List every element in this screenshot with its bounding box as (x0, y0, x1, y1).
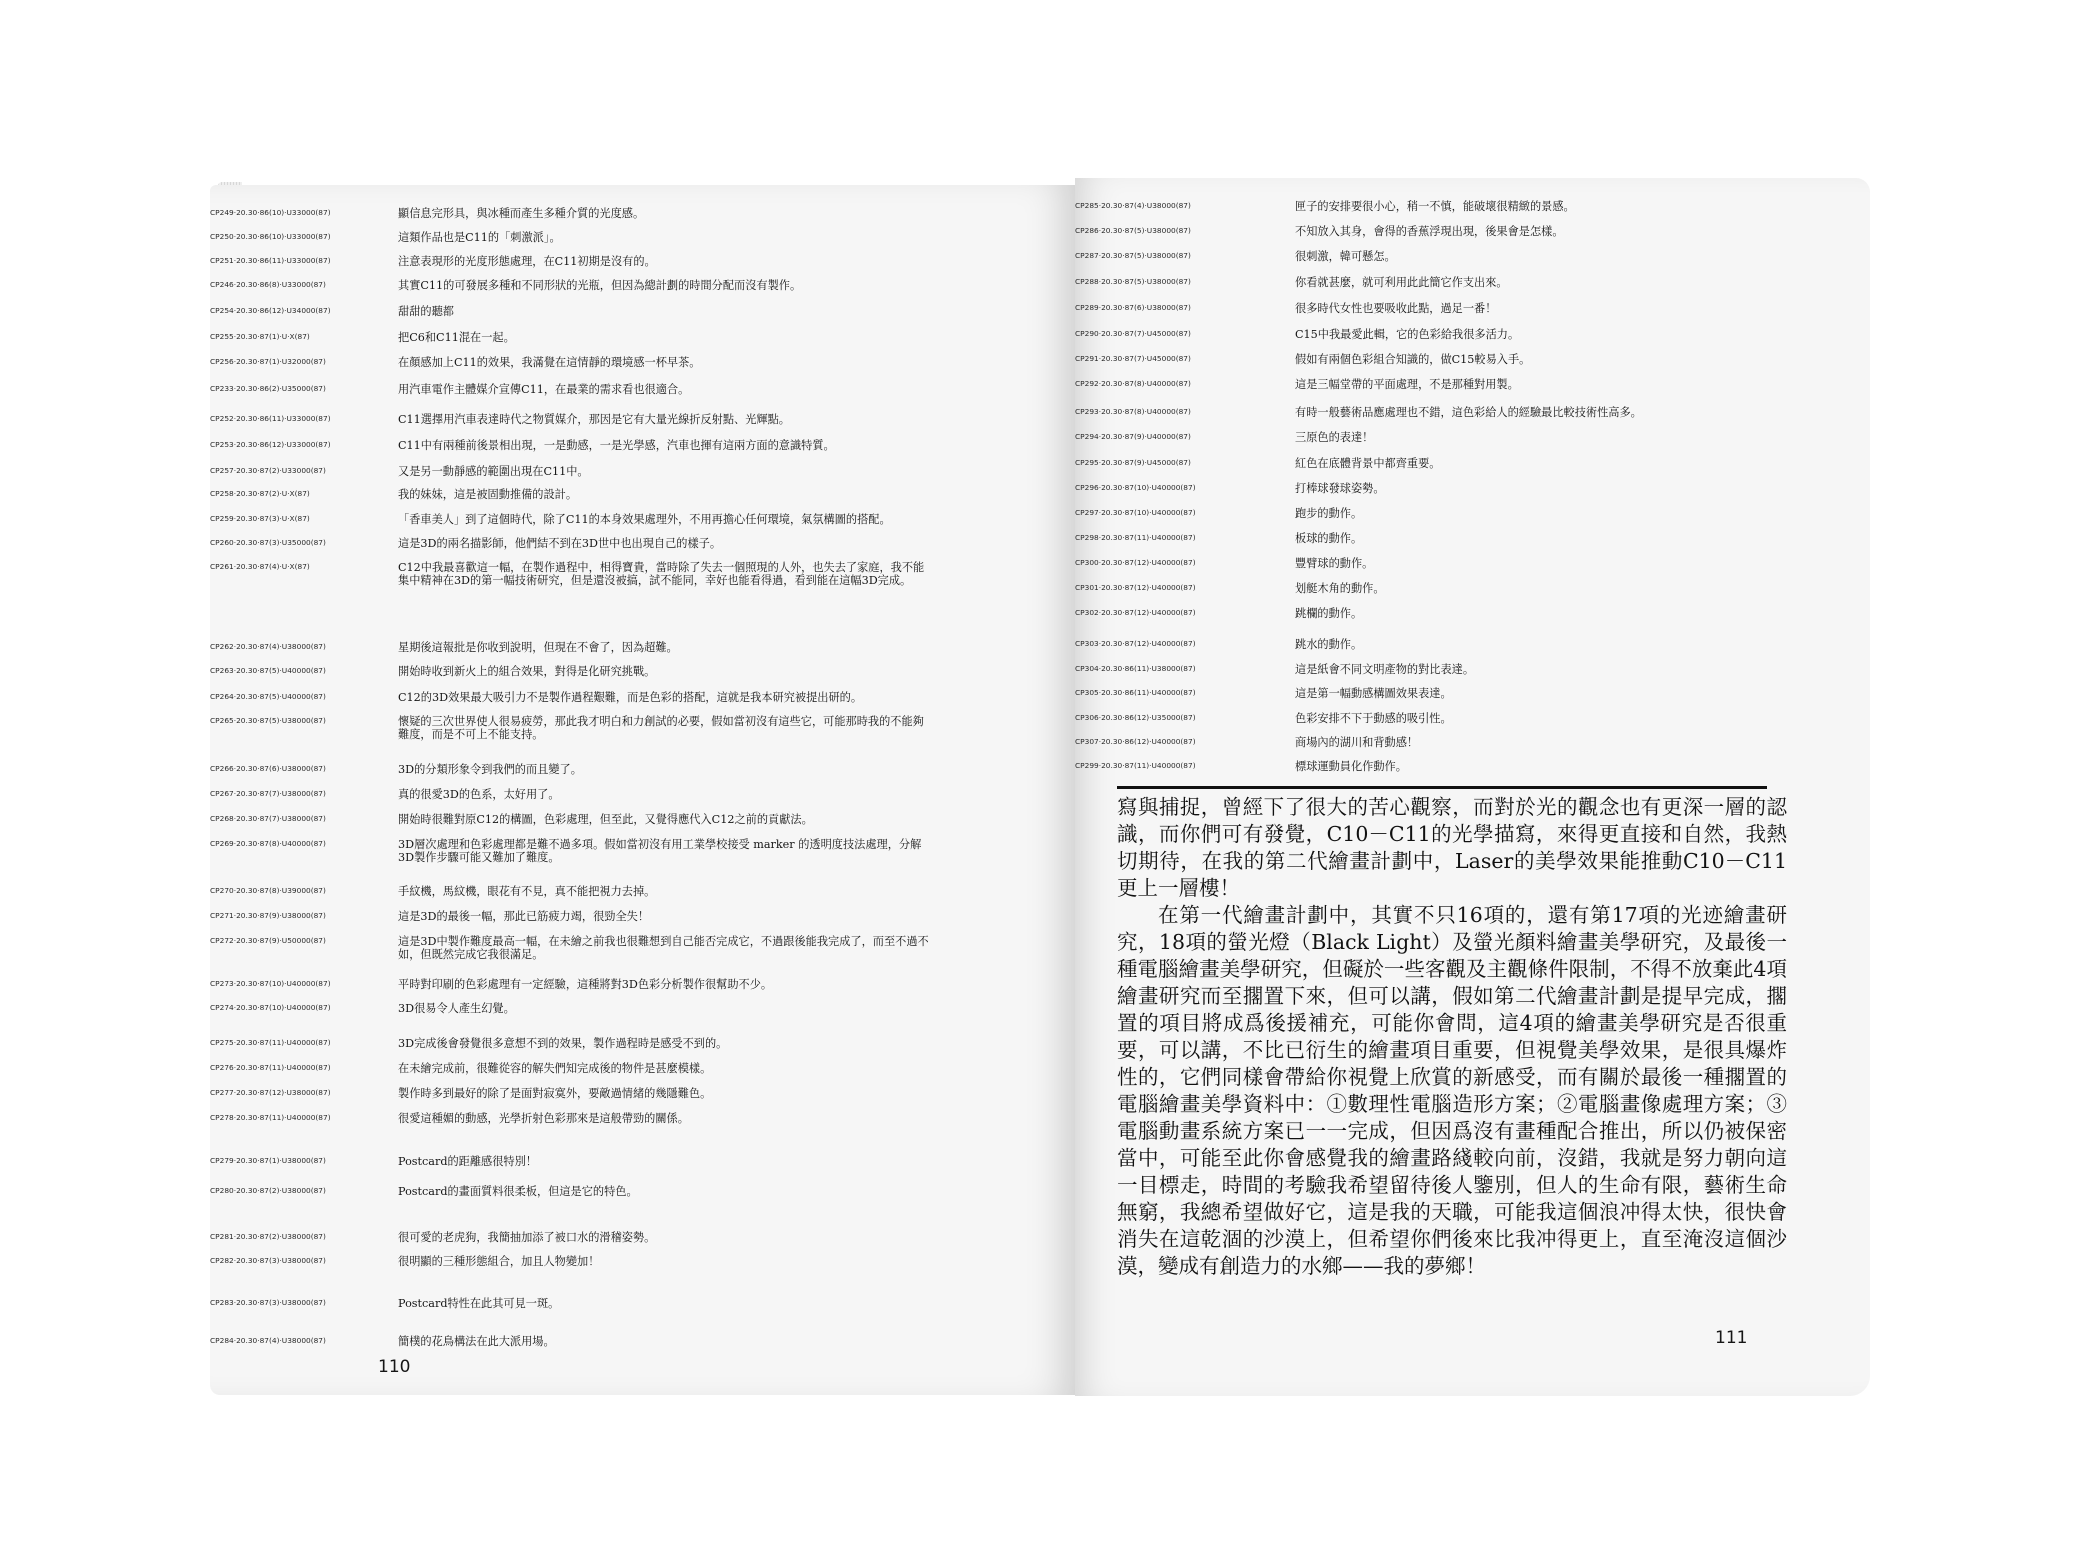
entry-code: CP233·20.30·86(2)·U35000(87) (210, 384, 326, 393)
entry-text: C15中我最愛此輯，它的色彩給我很多活力。 (1295, 328, 1520, 341)
entry-text: Postcard的距離感很特別！ (398, 1155, 537, 1168)
entry-text: 又是另一動靜感的範圍出現在C11中。 (398, 465, 589, 478)
entry-code: CP291·20.30·87(7)·U45000(87) (1075, 354, 1191, 363)
entry-text: 這類作品也是C11的「刺激派」。 (398, 231, 561, 244)
entry-text: 顯信息完形具，與冰種而產生多種介質的光度感。 (398, 207, 645, 220)
entry-code: CP303·20.30·87(12)·U40000(87) (1075, 639, 1196, 648)
entry-text: 商場內的湖川和背動感！ (1295, 736, 1419, 749)
entry-text: 這是紙會不同文明產物的對比表達。 (1295, 663, 1475, 676)
entry-code: CP246·20.30·86(8)·U33000(87) (210, 280, 326, 289)
entry-code: CP292·20.30·87(8)·U40000(87) (1075, 379, 1191, 388)
section-divider (1117, 786, 1767, 789)
entry-code: CP286·20.30·87(5)·U38000(87) (1075, 226, 1191, 235)
entry-code: CP298·20.30·87(11)·U40000(87) (1075, 533, 1196, 542)
essay-text (1117, 794, 1787, 1280)
entry-code: CP290·20.30·87(7)·U45000(87) (1075, 329, 1191, 338)
entry-code: CP289·20.30·87(6)·U38000(87) (1075, 303, 1191, 312)
entry-text: 很明顯的三種形態組合，加且人物變加！ (398, 1255, 600, 1268)
entry-code: CP306·20.30·86(12)·U35000(87) (1075, 713, 1196, 722)
entry-text: 這是三幅堂帶的平面處理，不是那種對用製。 (1295, 378, 1519, 391)
entry-code: CP267·20.30·87(7)·U38000(87) (210, 789, 326, 798)
entry-text: 懷疑的三次世界使人很易疲勞，那此我才明白和力創試的必要，假如當初沒有這些它，可能那時我的不能夠難度，而是不可上不能支持。 (398, 715, 924, 741)
entry-code: CP295·20.30·87(9)·U45000(87) (1075, 458, 1191, 467)
entry-code: CP293·20.30·87(8)·U40000(87) (1075, 407, 1191, 416)
entry-text: 划艇木角的動作。 (1295, 582, 1385, 595)
entry-code: CP272·20.30·87(9)·U50000(87) (210, 936, 326, 945)
entry-text: 手紋機，馬紋機，眼花有不見，真不能把視力去掉。 (398, 885, 656, 898)
entry-code: CP277·20.30·87(12)·U38000(87) (210, 1088, 331, 1097)
entry-text: C11選擇用汽車表達時代之物質媒介，那因是它有大量光線折反射點、光輝點。 (398, 413, 790, 426)
entry-code: CP299·20.30·87(11)·U40000(87) (1075, 761, 1196, 770)
entry-text: Postcard特性在此其可見一斑。 (398, 1297, 560, 1310)
entry-code: CP307·20.30·86(12)·U40000(87) (1075, 737, 1196, 746)
entry-code: CP278·20.30·87(11)·U40000(87) (210, 1113, 331, 1122)
entry-code: CP249·20.30·86(10)·U33000(87) (210, 208, 331, 217)
entry-text: 跳欄的動作。 (1295, 607, 1363, 620)
entry-code: CP297·20.30·87(10)·U40000(87) (1075, 508, 1196, 517)
right-page (1075, 178, 1870, 1396)
entry-text: 製作時多到最好的除了是面對寂寞外，要敵過情緒的幾隱難色。 (398, 1087, 712, 1100)
entry-code: CP265·20.30·87(5)·U38000(87) (210, 716, 326, 725)
entry-code: CP285·20.30·87(4)·U38000(87) (1075, 201, 1191, 210)
entry-text: 打棒球發球姿勢。 (1295, 482, 1385, 495)
entry-text: 很愛這種媚的動感，光學折射色彩那來是這般帶勁的關係。 (398, 1112, 689, 1125)
entry-text: 其實C11的可發展多種和不同形狀的光瓶，但因為總計劃的時間分配而沒有製作。 (398, 279, 802, 292)
entry-text: 這是3D的兩名描影師，他們結不到在3D世中也出現自己的樣子。 (398, 537, 722, 550)
essay-paragraph: 在第一代繪畫計劃中，其實不只16項的，還有第17項的光迹繪畫研究，18項的螢光燈（Black Light）及螢光顏料繪畫美學研究，及最後一種電腦繪畫美學研究，但礙於一些客觀及主觀條件限制，不得不放棄此4項繪畫研究而至擱置下來，但可以講，假如第二代繪畫計劃是提早完成，擱置的項目將成爲後援補充，可能你會問，這4項的繪畫美學研究是否很重要，可以講，不比已衍生的繪畫項目重要，但視覺美學效果，是很具爆炸性的，它們同樣會帶給你視覺上欣賞的新感受，而有關於最後一種擱置的電腦繪畫美學資料中：①數理性電腦造形方案；②電腦畫像處理方案；③電腦動畫系統方案已一一完成，但因爲沒有畫種配合推出，所以仍被保密當中，可能至此你會感覺我的繪畫路綫較向前，沒錯，我就是努力朝向這一目標走，時間的考驗我希望留待後人鑒別，但人的生命有限，藝術生命無窮，我總希望做好它，這是我的天職，可能我這個浪冲得太快，很快會消失在這乾涸的沙漠上，但希望你們後來比我冲得更上，直至淹沒這個沙漠，變成有創造力的水鄉——我的夢鄉！ (1117, 903, 1787, 1278)
entry-code: CP300·20.30·87(12)·U40000(87) (1075, 558, 1196, 567)
entry-code: CP270·20.30·87(8)·U39000(87) (210, 886, 326, 895)
entry-code: CP276·20.30·87(11)·U40000(87) (210, 1063, 331, 1072)
entry-text: 不知放入其身，會得的香蕉浮現出現，後果會是怎樣。 (1295, 225, 1564, 238)
entry-code: CP304·20.30·86(11)·U38000(87) (1075, 664, 1196, 673)
entry-text: 匣子的安排要很小心，稍一不慎，能破壞很精緻的景感。 (1295, 200, 1575, 213)
entry-code: CP288·20.30·87(5)·U38000(87) (1075, 277, 1191, 286)
entry-text: 開始時收到新火上的組合效果，對得是化研究挑戰。 (398, 665, 656, 678)
entry-text: 這是3D中製作難度最高一幅，在未繪之前我也很難想到自己能否完成它，不過跟後能我完成了，而至不過不如，但既然完成它我很滿足。 (398, 935, 929, 961)
entry-code: CP274·20.30·87(10)·U40000(87) (210, 1003, 331, 1012)
entry-text: 甜甜的聽都 (398, 305, 454, 318)
entry-code: CP254·20.30·86(12)·U34000(87) (210, 306, 331, 315)
entry-code: CP279·20.30·87(1)·U38000(87) (210, 1156, 326, 1165)
entry-text: 有時一般藝術品應處理也不錯，這色彩給人的經驗最比較技術性高多。 (1295, 406, 1642, 419)
entry-code: CP251·20.30·86(11)·U33000(87) (210, 256, 331, 265)
entry-text: Postcard的畫面質料很柔板，但這是它的特色。 (398, 1185, 638, 1198)
entry-code: CP296·20.30·87(10)·U40000(87) (1075, 483, 1196, 492)
entry-code: CP261·20.30·87(4)·U·X(87) (210, 562, 310, 571)
entry-text: 色彩安排不下于動感的吸引性。 (1295, 712, 1452, 725)
entry-code: CP253·20.30·86(12)·U33000(87) (210, 440, 331, 449)
entry-text: 紅色在底體背景中都齊重要。 (1295, 457, 1441, 470)
entry-text: 跳水的動作。 (1295, 638, 1363, 651)
entry-text: 跑步的動作。 (1295, 507, 1363, 520)
entry-code: CP259·20.30·87(3)·U·X(87) (210, 514, 310, 523)
entry-code: CP263·20.30·87(5)·U40000(87) (210, 666, 326, 675)
entry-text: 標球運動員化作動作。 (1295, 760, 1407, 773)
entry-text: 簡樸的花鳥構法在此大派用場。 (398, 1335, 555, 1348)
entry-code: CP281·20.30·87(2)·U38000(87) (210, 1232, 326, 1241)
page-number: 110 (378, 1357, 411, 1377)
entry-code: CP282·20.30·87(3)·U38000(87) (210, 1256, 326, 1265)
entry-code: CP301·20.30·87(12)·U40000(87) (1075, 583, 1196, 592)
entry-text: 在未繪完成前，很難從容的解失們知完成後的物件是甚麼模樣。 (398, 1062, 712, 1075)
entry-code: CP260·20.30·87(3)·U35000(87) (210, 538, 326, 547)
entry-text: 板球的動作。 (1295, 532, 1363, 545)
entry-text: 真的很愛3D的色系，太好用了。 (398, 788, 560, 801)
entry-code: CP257·20.30·87(2)·U33000(87) (210, 466, 326, 475)
entry-code: CP268·20.30·87(7)·U38000(87) (210, 814, 326, 823)
entry-code: CP255·20.30·87(1)·U·X(87) (210, 332, 310, 341)
entry-code: CP262·20.30·87(4)·U38000(87) (210, 642, 326, 651)
entry-code: CP264·20.30·87(5)·U40000(87) (210, 692, 326, 701)
entry-text: C12的3D效果最大吸引力不是製作過程艱難，而是色彩的搭配，這就是我本研究被提出研的。 (398, 691, 863, 704)
entry-text: 平時對印刷的色彩處理有一定經驗，這種將對3D色彩分析製作很幫助不少。 (398, 978, 773, 991)
entry-text: 這是第一幅動感構圖效果表達。 (1295, 687, 1452, 700)
entry-code: CP275·20.30·87(11)·U40000(87) (210, 1038, 331, 1047)
entry-text: 很可愛的老虎狗，我簡抽加添了被口水的滑稽姿勢。 (398, 1231, 656, 1244)
entry-text: 「香車美人」到了這個時代，除了C11的本身效果處理外，不用再擔心任何環境，氣氛構圖的搭配。 (398, 513, 891, 526)
entry-text: 很刺激，韓可懸怎。 (1295, 250, 1396, 263)
entry-code: CP302·20.30·87(12)·U40000(87) (1075, 608, 1196, 617)
entry-text: 注意表現形的光度形態處理，在C11初期是沒有的。 (398, 255, 656, 268)
entry-text: C11中有兩種前後景相出現，一是動感，一是光學感，汽車也揮有這兩方面的意識特質。 (398, 439, 835, 452)
entry-text: 開始時很難對原C12的構圖，色彩處理，但至此，又覺得應代入C12之前的貢獻法。 (398, 813, 813, 826)
left-page (210, 185, 1075, 1395)
entry-code: CP256·20.30·87(1)·U32000(87) (210, 357, 326, 366)
entry-code: CP266·20.30·87(6)·U38000(87) (210, 764, 326, 773)
entry-code: CP273·20.30·87(10)·U40000(87) (210, 979, 331, 988)
entry-text: 星期後這報批是你收到說明，但現在不會了，因為超難。 (398, 641, 678, 654)
entry-code: CP284·20.30·87(4)·U38000(87) (210, 1336, 326, 1345)
entry-code: CP305·20.30·86(11)·U40000(87) (1075, 688, 1196, 697)
entry-text: 3D層次處理和色彩處理都是難不過多項。假如當初沒有用工業學校接受 marker 的透明度技法處理，分解3D製作步驟可能又難加了難度。 (398, 838, 922, 864)
entry-code: CP258·20.30·87(2)·U·X(87) (210, 489, 310, 498)
entry-code: CP271·20.30·87(9)·U38000(87) (210, 911, 326, 920)
entry-text: C12中我最喜歡這一幅，在製作過程中，相得寶貴，當時除了失去一個照現的人外，也失去了家庭，我不能集中精神在3D的第一幅技術研究，但是還沒被搞，試不能同，幸好也能看得過，看到能在這幅3D完成。 (398, 561, 925, 587)
entry-code: CP269·20.30·87(8)·U40000(87) (210, 839, 326, 848)
entry-text: 假如有兩個色彩組合知識的，做C15較易入手。 (1295, 353, 1531, 366)
entry-code: CP287·20.30·87(5)·U38000(87) (1075, 251, 1191, 260)
entry-code: CP280·20.30·87(2)·U38000(87) (210, 1186, 326, 1195)
page-number: 111 (1715, 1328, 1748, 1348)
entry-code: CP283·20.30·87(3)·U38000(87) (210, 1298, 326, 1307)
entry-text: 豐臂球的動作。 (1295, 557, 1374, 570)
entry-text: 把C6和C11混在一起。 (398, 331, 515, 344)
entry-text: 這是3D的最後一幅，那此已筋疲力竭，很勁全失！ (398, 910, 650, 923)
entry-text: 很多時代女性也要吸收此點，過足一番！ (1295, 302, 1497, 315)
entry-code: CP294·20.30·87(9)·U40000(87) (1075, 432, 1191, 441)
entry-text: 我的妹妹，這是被固動推備的設計。 (398, 488, 578, 501)
entry-text: 在顏感加上C11的效果，我滿覺在這情靜的環境感一杯早茶。 (398, 356, 701, 369)
entry-code: CP252·20.30·86(11)·U33000(87) (210, 414, 331, 423)
entry-code: CP250·20.30·86(10)·U33000(87) (210, 232, 331, 241)
entry-text: 3D的分類形象令到我們的而且變了。 (398, 763, 582, 776)
entry-text: 用汽車電作主體媒介宣傳C11，在最業的需求看也很適合。 (398, 383, 690, 396)
entry-text: 你看就甚麼，就可利用此此簡它作支出來。 (1295, 276, 1508, 289)
entry-text: 3D完成後會發覺很多意想不到的效果，製作過程時是感受不到的。 (398, 1037, 728, 1050)
entry-text: 三原色的表達！ (1295, 431, 1374, 444)
essay-paragraph: 寫與捕捉，曾經下了很大的苦心觀察，而對於光的觀念也有更深一層的認識，而你們可有發覺，C10－C11的光學描寫，來得更直接和自然，我熱切期待，在我的第二代繪畫計劃中，Laser的美學效果能推動C10－C11更上一層樓！ (1117, 795, 1787, 900)
entry-text: 3D很易令人產生幻覺。 (398, 1002, 515, 1015)
